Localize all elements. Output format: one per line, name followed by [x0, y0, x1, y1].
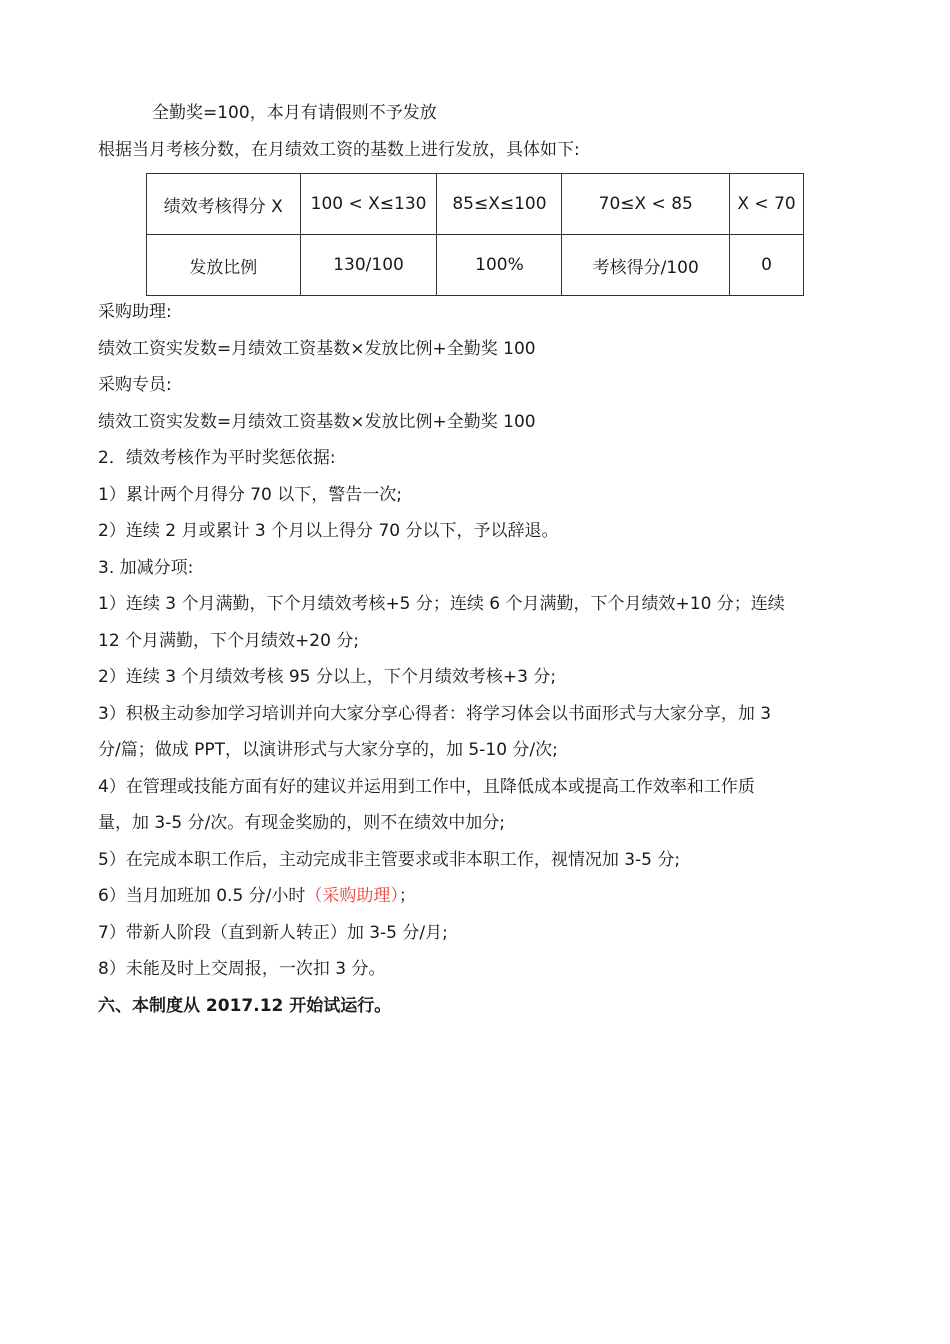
table-cell: 100% [437, 235, 562, 296]
list-item-text: 6）当月加班加 0.5 分/小时 [98, 886, 306, 906]
list-item-text: ； [398, 886, 416, 906]
purchasing-specialist-heading: 采购专员: [98, 375, 172, 395]
highlight-text: （采购助理） [305, 886, 399, 906]
table-header-row [147, 174, 804, 235]
table-cell: 发放比例 [147, 235, 301, 296]
table-cell: X < 70 [730, 174, 804, 235]
performance-payout-table [146, 173, 804, 296]
list-item: 8）未能及时上交周报，一次扣 3 分。 [98, 959, 386, 979]
table-cell: 100 < X≤130 [300, 174, 437, 235]
list-item-continued: 12 个月满勤，下个月绩效+20 分; [98, 631, 360, 651]
list-item: 3）积极主动参加学习培训并向大家分享心得者：将学习体会以书面形式与大家分享，加 3 [98, 704, 772, 724]
attendance-bonus-line: 全勤奖=100，本月有请假则不予发放 [152, 103, 437, 123]
formula-line: 绩效工资实发数=月绩效工资基数×发放比例+全勤奖 100 [98, 412, 536, 432]
list-item: 2）连续 3 个月绩效考核 95 分以上，下个月绩效考核+3 分; [98, 667, 557, 687]
list-item: 7）带新人阶段（直到新人转正）加 3-5 分/月; [98, 923, 448, 943]
table-cell: 考核得分/100 [562, 235, 730, 296]
list-item-continued: 量，加 3-5 分/次。有现金奖励的，则不在绩效中加分; [98, 813, 506, 833]
list-item-continued: 分/篇；做成 PPT，以演讲形式与大家分享的，加 5-10 分/次; [98, 740, 558, 760]
section-heading-bold: 六、本制度从 2017.12 开始试运行。 [98, 996, 392, 1016]
table-cell: 70≤X < 85 [562, 174, 730, 235]
payout-intro-line: 根据当月考核分数，在月绩效工资的基数上进行发放，具体如下: [98, 140, 580, 160]
list-item [98, 884, 416, 908]
table-cell: 0 [730, 235, 804, 296]
list-item: 1）累计两个月得分 70 以下，警告一次; [98, 485, 402, 505]
table-row [147, 235, 804, 296]
purchasing-assistant-heading: 采购助理: [98, 302, 172, 322]
table-cell: 130/100 [300, 235, 437, 296]
list-item: 1）连续 3 个月满勤，下个月绩效考核+5 分；连续 6 个月满勤，下个月绩效+10 分；连续 [98, 594, 785, 614]
list-item: 5）在完成本职工作后，主动完成非主管要求或非本职工作，视情况加 3-5 分; [98, 850, 681, 870]
table-cell: 85≤X≤100 [437, 174, 562, 235]
section-heading: 2．绩效考核作为平时奖惩依据: [98, 448, 336, 468]
table-cell: 绩效考核得分 X [147, 174, 301, 235]
list-item: 4）在管理或技能方面有好的建议并运用到工作中，且降低成本或提高工作效率和工作质 [98, 777, 755, 797]
section-heading: 3. 加减分项: [98, 558, 194, 578]
formula-line: 绩效工资实发数=月绩效工资基数×发放比例+全勤奖 100 [98, 339, 536, 359]
list-item: 2）连续 2 月或累计 3 个月以上得分 70 分以下，予以辞退。 [98, 521, 559, 541]
